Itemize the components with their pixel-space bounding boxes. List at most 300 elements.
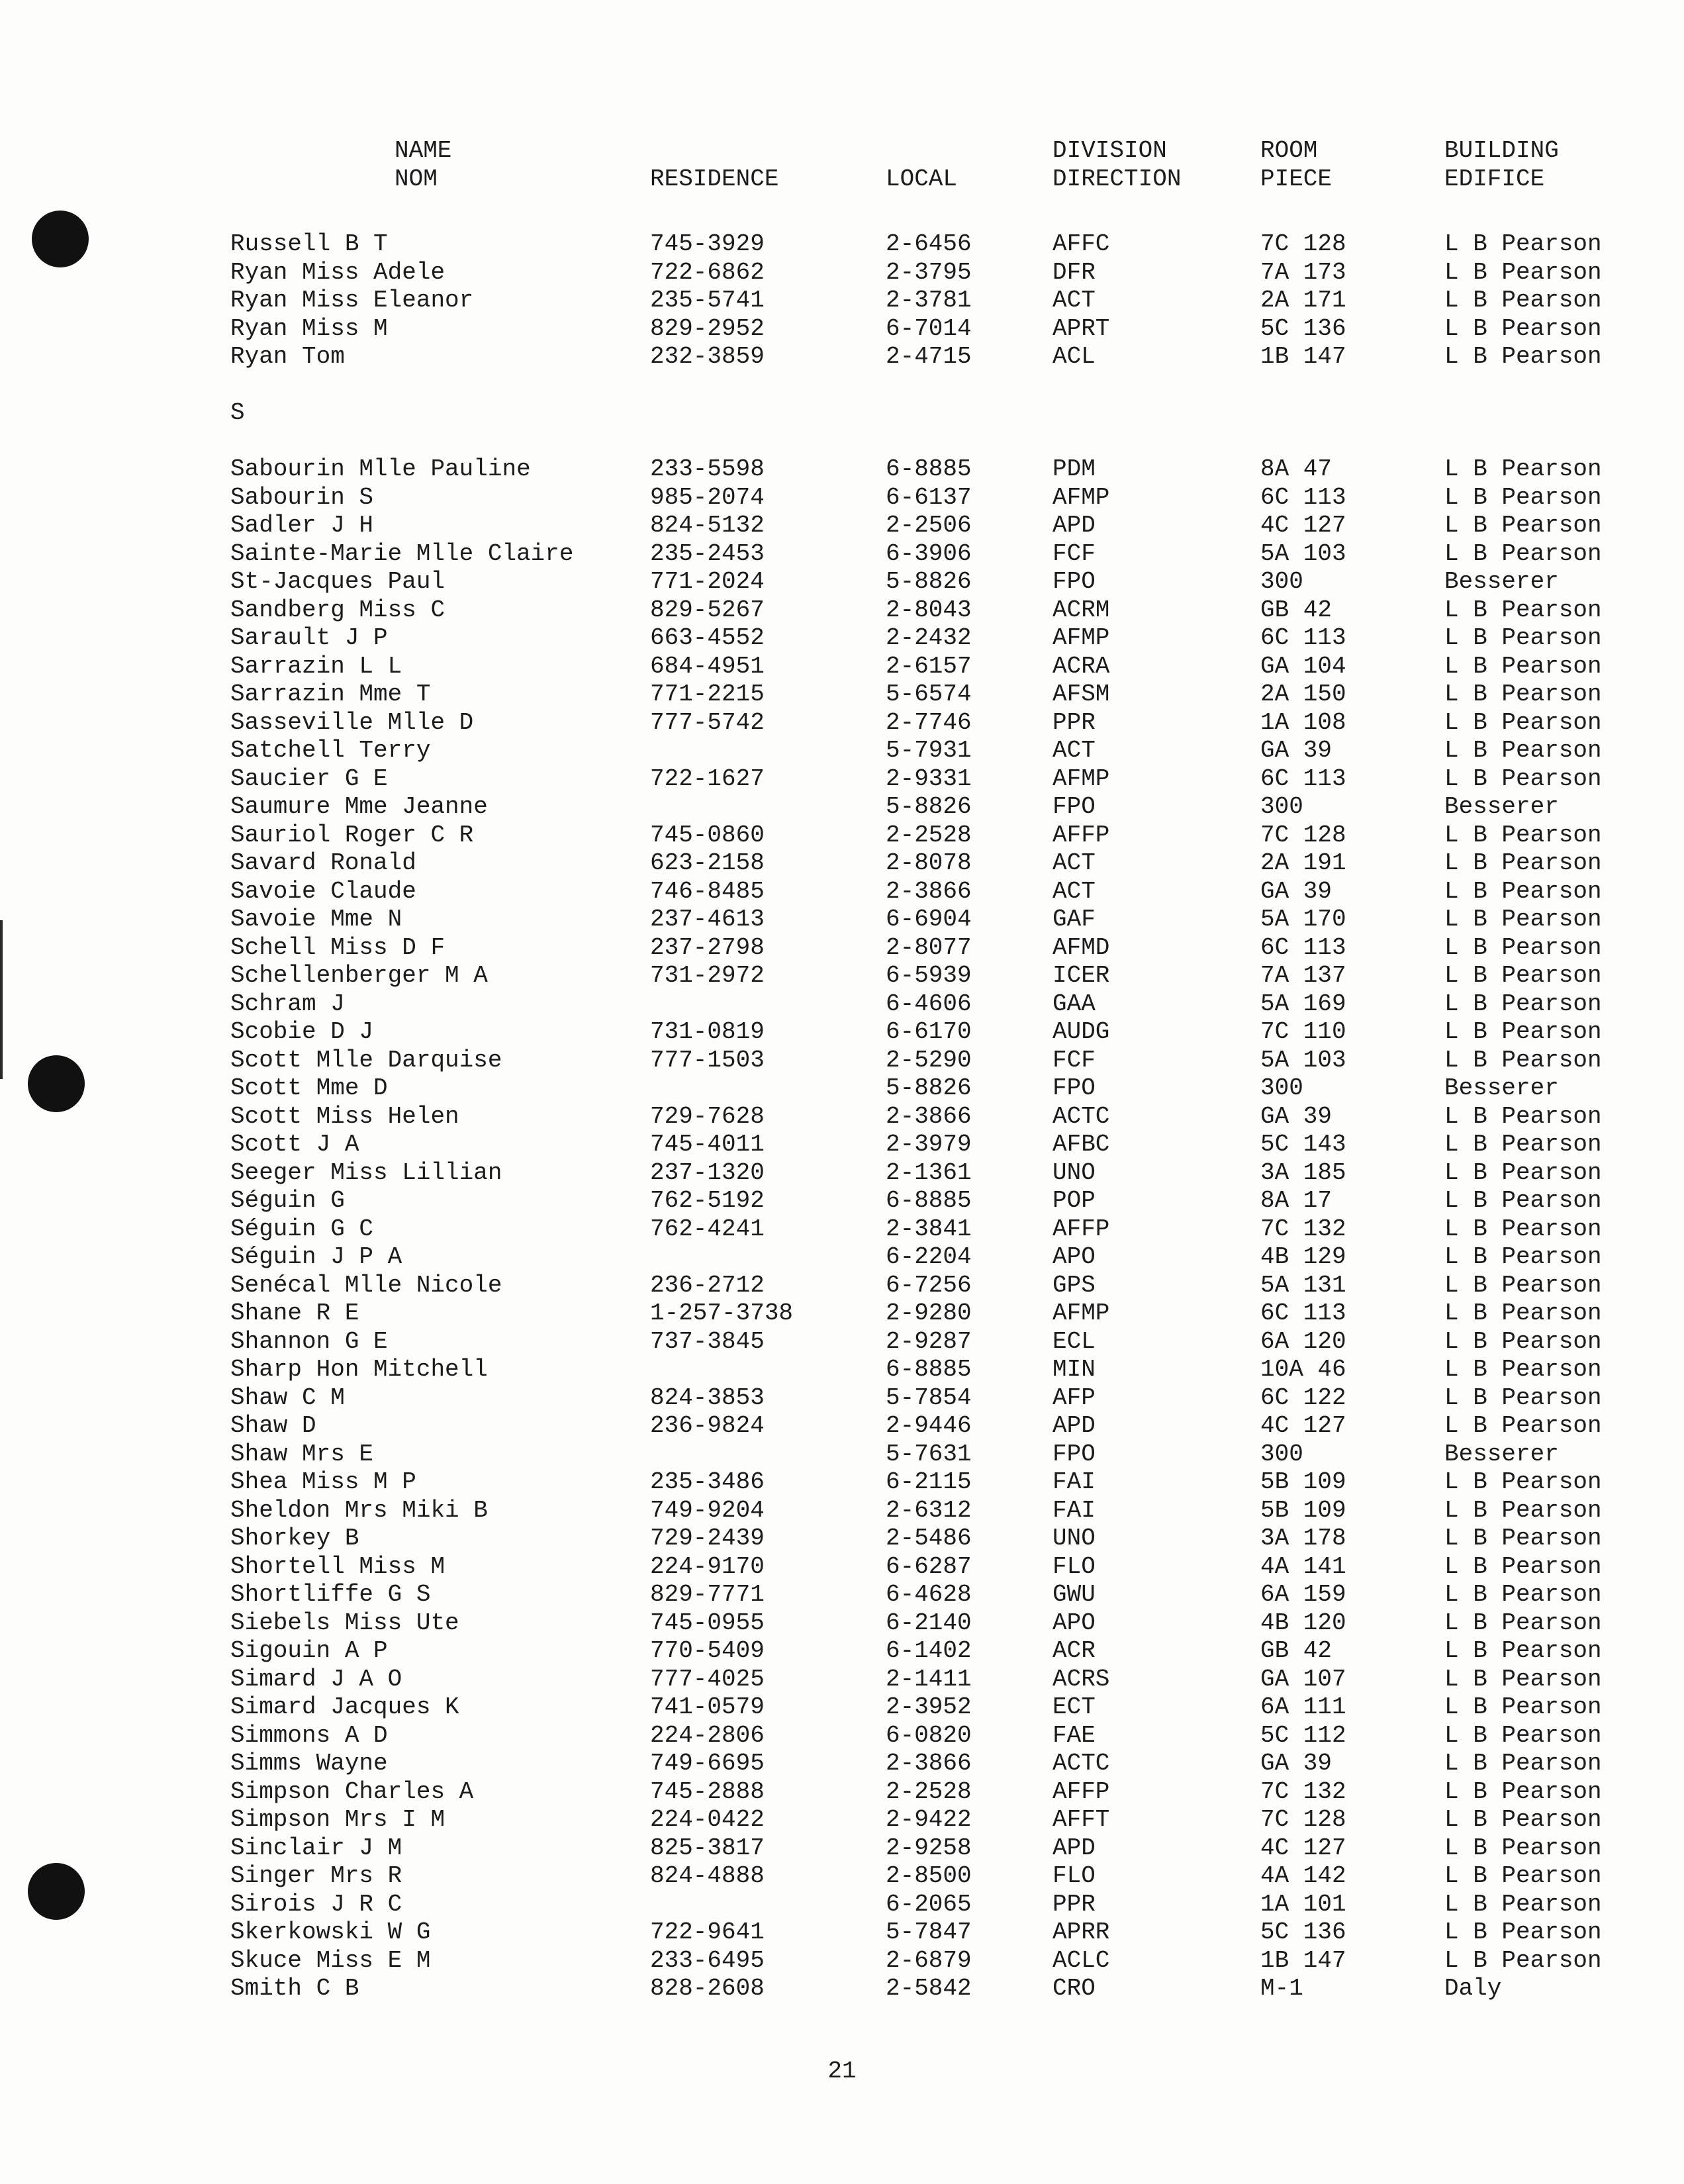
cell-local: 6-7256	[886, 1271, 972, 1299]
table-row	[230, 765, 1607, 794]
cell-name: Smith C B	[230, 1975, 359, 2002]
cell-division: AFBC	[1052, 1131, 1110, 1158]
cell-building: L B Pearson	[1444, 1693, 1602, 1721]
cell-room: 5C 143	[1260, 1131, 1346, 1158]
cell-division: ACRA	[1052, 652, 1110, 680]
cell-residence: 729-7628	[650, 1102, 765, 1130]
cell-building: L B Pearson	[1444, 1159, 1602, 1186]
cell-name: St-Jacques Paul	[230, 568, 445, 595]
cell-division: UNO	[1052, 1159, 1096, 1186]
cell-division: GWU	[1052, 1581, 1096, 1608]
cell-residence: 731-2972	[650, 962, 765, 989]
header-name: NAME NOM	[395, 137, 452, 193]
table-row	[230, 540, 1607, 569]
cell-building: L B Pearson	[1444, 512, 1602, 539]
cell-name: Sarrazin L L	[230, 652, 402, 680]
cell-building: L B Pearson	[1444, 1581, 1602, 1608]
cell-residence: 731-0819	[650, 1018, 765, 1045]
page-number: 21	[827, 2058, 857, 2085]
cell-room: 7C 132	[1260, 1215, 1346, 1243]
cell-name: Siebels Miss Ute	[230, 1609, 459, 1637]
cell-name: Saucier G E	[230, 765, 388, 792]
table-row	[230, 1947, 1607, 1975]
cell-residence: 235-2453	[650, 540, 765, 567]
cell-residence: 745-0860	[650, 821, 765, 849]
cell-local: 6-2115	[886, 1468, 972, 1496]
cell-division: ACL	[1052, 343, 1096, 370]
table-row	[230, 1215, 1607, 1244]
cell-building: L B Pearson	[1444, 455, 1602, 483]
cell-name: Sirois J R C	[230, 1890, 402, 1918]
punch-hole-middle	[28, 1055, 85, 1112]
cell-name: Ryan Miss Eleanor	[230, 287, 474, 314]
cell-room: 2A 171	[1260, 287, 1346, 314]
cell-division: AFFT	[1052, 1806, 1110, 1833]
table-row	[230, 568, 1607, 596]
cell-room: 7C 128	[1260, 821, 1346, 849]
cell-building: Besserer	[1444, 1440, 1559, 1468]
cell-local: 2-6879	[886, 1946, 972, 1974]
table-row	[230, 259, 1607, 287]
cell-room: 7A 173	[1260, 258, 1346, 286]
cell-residence: 235-5741	[650, 287, 765, 314]
cell-room: 4A 142	[1260, 1862, 1346, 1889]
cell-name: Sainte-Marie Mlle Claire	[230, 540, 574, 567]
cell-residence: 224-2806	[650, 1721, 765, 1749]
cell-division: AFMP	[1052, 483, 1110, 511]
table-row	[230, 653, 1607, 681]
cell-room: 5A 131	[1260, 1271, 1346, 1299]
cell-name: Sandberg Miss C	[230, 596, 445, 624]
cell-building: L B Pearson	[1444, 906, 1602, 933]
cell-building: L B Pearson	[1444, 1609, 1602, 1637]
cell-division: ACLC	[1052, 1946, 1110, 1974]
cell-room: 300	[1260, 568, 1303, 595]
cell-building: L B Pearson	[1444, 1356, 1602, 1383]
cell-division: GAF	[1052, 906, 1096, 933]
table-row	[230, 1862, 1607, 1891]
cell-residence: 1-257-3738	[650, 1300, 794, 1327]
table-row	[230, 512, 1607, 540]
cell-room: 5C 136	[1260, 314, 1346, 342]
cell-residence: 770-5409	[650, 1637, 765, 1664]
cell-division: FAI	[1052, 1468, 1096, 1496]
cell-division: APO	[1052, 1243, 1096, 1270]
cell-room: 5B 109	[1260, 1496, 1346, 1524]
cell-residence: 237-4613	[650, 906, 765, 933]
cell-building: L B Pearson	[1444, 1665, 1602, 1693]
scan-edge-mark	[0, 920, 3, 1079]
cell-division: APRR	[1052, 1919, 1110, 1946]
table-row	[230, 990, 1607, 1019]
punch-hole-top	[32, 211, 89, 267]
cell-local: 2-2432	[886, 624, 972, 651]
cell-local: 6-1402	[886, 1637, 972, 1664]
cell-local: 5-8826	[886, 793, 972, 820]
table-row	[230, 1637, 1607, 1666]
cell-local: 2-3866	[886, 1102, 972, 1130]
cell-division: ACT	[1052, 287, 1096, 314]
cell-division: APO	[1052, 1609, 1096, 1637]
cell-local: 6-7014	[886, 314, 972, 342]
cell-division: AFSM	[1052, 681, 1110, 708]
cell-room: 4C 127	[1260, 1412, 1346, 1439]
cell-name: Séguin G	[230, 1187, 345, 1214]
table-row	[230, 1074, 1607, 1103]
cell-building: L B Pearson	[1444, 1187, 1602, 1214]
cell-local: 6-3906	[886, 540, 972, 567]
cell-residence: 985-2074	[650, 483, 765, 511]
cell-room: 4B 120	[1260, 1609, 1346, 1637]
cell-name: Sinclair J M	[230, 1834, 402, 1862]
cell-division: POP	[1052, 1187, 1096, 1214]
cell-division: GPS	[1052, 1271, 1096, 1299]
table-row	[230, 1581, 1607, 1609]
cell-building: L B Pearson	[1444, 1102, 1602, 1130]
cell-name: Schram J	[230, 990, 345, 1018]
table-row	[230, 315, 1607, 344]
cell-room: 6C 113	[1260, 1300, 1346, 1327]
cell-local: 6-8885	[886, 1356, 972, 1383]
cell-residence: 746-8485	[650, 877, 765, 905]
cell-building: L B Pearson	[1444, 765, 1602, 792]
cell-building: L B Pearson	[1444, 314, 1602, 342]
cell-room: 6C 113	[1260, 933, 1346, 961]
cell-room: 6C 113	[1260, 765, 1346, 792]
cell-division: FPO	[1052, 568, 1096, 595]
cell-name: Simmons A D	[230, 1721, 388, 1749]
cell-building: L B Pearson	[1444, 1552, 1602, 1580]
cell-residence: 224-9170	[650, 1552, 765, 1580]
table-row	[230, 1778, 1607, 1807]
cell-local: 2-5842	[886, 1975, 972, 2002]
cell-local: 2-3952	[886, 1693, 972, 1721]
cell-division: FLO	[1052, 1862, 1096, 1889]
cell-name: Shannon G E	[230, 1327, 388, 1355]
cell-building: Besserer	[1444, 1074, 1559, 1102]
cell-residence: 762-5192	[650, 1187, 765, 1214]
cell-residence: 745-3929	[650, 230, 765, 258]
cell-room: GA 39	[1260, 1750, 1333, 1777]
cell-building: L B Pearson	[1444, 1919, 1602, 1946]
cell-division: FPO	[1052, 1074, 1096, 1102]
cell-name: Savoie Mme N	[230, 906, 402, 933]
cell-name: Sarrazin Mme T	[230, 681, 431, 708]
table-row	[230, 822, 1607, 850]
cell-name: Savoie Claude	[230, 877, 416, 905]
cell-residence: 233-5598	[650, 455, 765, 483]
cell-building: L B Pearson	[1444, 962, 1602, 989]
cell-room: 1B 147	[1260, 1946, 1346, 1974]
cell-room: 1A 101	[1260, 1890, 1346, 1918]
cell-local: 5-8826	[886, 568, 972, 595]
cell-residence: 237-2798	[650, 933, 765, 961]
header-local: LOCAL	[886, 166, 958, 193]
cell-building: L B Pearson	[1444, 1384, 1602, 1411]
cell-local: 5-7931	[886, 737, 972, 764]
cell-local: 6-5939	[886, 962, 972, 989]
cell-division: AFMP	[1052, 624, 1110, 651]
cell-local: 5-8826	[886, 1074, 972, 1102]
cell-room: 300	[1260, 1440, 1303, 1468]
cell-name: Simpson Mrs I M	[230, 1806, 445, 1833]
group-s-rows	[230, 455, 1607, 2003]
cell-room: 5A 103	[1260, 540, 1346, 567]
cell-local: 2-2528	[886, 821, 972, 849]
cell-division: GAA	[1052, 990, 1096, 1018]
cell-local: 6-6287	[886, 1552, 972, 1580]
section-letter: S	[230, 399, 245, 426]
directory-table	[230, 136, 1607, 2003]
cell-residence: 232-3859	[650, 343, 765, 370]
cell-name: Savard Ronald	[230, 849, 416, 877]
cell-division: DFR	[1052, 258, 1096, 286]
cell-room: GA 39	[1260, 1102, 1333, 1130]
cell-room: 7C 128	[1260, 1806, 1346, 1833]
cell-room: 6A 120	[1260, 1327, 1346, 1355]
table-row	[230, 596, 1607, 625]
cell-local: 2-5486	[886, 1525, 972, 1552]
cell-division: APD	[1052, 1834, 1096, 1862]
table-row	[230, 1722, 1607, 1750]
cell-division: PPR	[1052, 708, 1096, 736]
cell-local: 2-9258	[886, 1834, 972, 1862]
cell-local: 6-0820	[886, 1721, 972, 1749]
cell-local: 2-9331	[886, 765, 972, 792]
cell-residence: 623-2158	[650, 849, 765, 877]
cell-local: 5-6574	[886, 681, 972, 708]
cell-room: 3A 185	[1260, 1159, 1346, 1186]
cell-division: AFMP	[1052, 1300, 1110, 1327]
cell-name: Shane R E	[230, 1300, 359, 1327]
cell-room: 6A 111	[1260, 1693, 1346, 1721]
cell-building: L B Pearson	[1444, 1243, 1602, 1270]
table-row	[230, 1272, 1607, 1300]
cell-building: L B Pearson	[1444, 624, 1602, 651]
cell-local: 6-2065	[886, 1890, 972, 1918]
cell-name: Scott Mlle Darquise	[230, 1046, 502, 1074]
table-row	[230, 793, 1607, 822]
cell-building: L B Pearson	[1444, 1468, 1602, 1496]
cell-local: 2-3866	[886, 1750, 972, 1777]
cell-residence: 722-1627	[650, 765, 765, 792]
cell-building: L B Pearson	[1444, 1327, 1602, 1355]
table-row	[230, 287, 1607, 315]
table-row	[230, 709, 1607, 737]
cell-name: Scott Miss Helen	[230, 1102, 459, 1130]
table-row	[230, 681, 1607, 709]
cell-name: Seeger Miss Lillian	[230, 1159, 502, 1186]
cell-name: Sarault J P	[230, 624, 388, 651]
cell-building: L B Pearson	[1444, 933, 1602, 961]
cell-building: L B Pearson	[1444, 1778, 1602, 1805]
cell-name: Sasseville Mlle D	[230, 708, 474, 736]
cell-building: L B Pearson	[1444, 1131, 1602, 1158]
table-row	[230, 1018, 1607, 1047]
table-row	[230, 1693, 1607, 1722]
cell-room: 8A 47	[1260, 455, 1333, 483]
cell-room: GA 107	[1260, 1665, 1346, 1693]
cell-division: FPO	[1052, 793, 1096, 820]
cell-division: AFFC	[1052, 230, 1110, 258]
cell-division: ACTC	[1052, 1750, 1110, 1777]
cell-name: Shaw Mrs E	[230, 1440, 374, 1468]
cell-local: 2-2506	[886, 512, 972, 539]
table-row	[230, 484, 1607, 512]
cell-room: 7A 137	[1260, 962, 1346, 989]
cell-name: Saumure Mme Jeanne	[230, 793, 488, 820]
cell-local: 2-8500	[886, 1862, 972, 1889]
cell-residence: 829-5267	[650, 596, 765, 624]
table-row	[230, 1441, 1607, 1469]
cell-division: CRO	[1052, 1975, 1096, 2002]
cell-residence: 745-0955	[650, 1609, 765, 1637]
cell-local: 2-9287	[886, 1327, 972, 1355]
cell-division: AUDG	[1052, 1018, 1110, 1045]
cell-room: 6A 159	[1260, 1581, 1346, 1608]
cell-name: Schell Miss D F	[230, 933, 445, 961]
cell-room: 6C 113	[1260, 483, 1346, 511]
table-row	[230, 624, 1607, 653]
table-row	[230, 962, 1607, 990]
cell-local: 2-7746	[886, 708, 972, 736]
cell-name: Shortliffe G S	[230, 1581, 431, 1608]
cell-local: 6-8885	[886, 455, 972, 483]
table-row	[230, 1159, 1607, 1188]
cell-name: Ryan Miss Adele	[230, 258, 445, 286]
cell-building: L B Pearson	[1444, 1215, 1602, 1243]
cell-name: Ryan Tom	[230, 343, 345, 370]
cell-division: FPO	[1052, 1440, 1096, 1468]
table-row	[230, 1806, 1607, 1834]
cell-room: 2A 150	[1260, 681, 1346, 708]
cell-building: L B Pearson	[1444, 343, 1602, 370]
cell-division: FAE	[1052, 1721, 1096, 1749]
table-row	[230, 1919, 1607, 1947]
cell-building: L B Pearson	[1444, 1721, 1602, 1749]
cell-name: Scobie D J	[230, 1018, 374, 1045]
cell-residence: 777-4025	[650, 1665, 765, 1693]
cell-local: 2-8043	[886, 596, 972, 624]
table-row	[230, 1553, 1607, 1582]
cell-building: L B Pearson	[1444, 652, 1602, 680]
cell-building: Besserer	[1444, 568, 1559, 595]
cell-local: 5-7854	[886, 1384, 972, 1411]
cell-residence: 749-6695	[650, 1750, 765, 1777]
cell-residence: 663-4552	[650, 624, 765, 651]
cell-division: AFMD	[1052, 933, 1110, 961]
cell-building: L B Pearson	[1444, 681, 1602, 708]
cell-local: 6-4628	[886, 1581, 972, 1608]
cell-room: 6C 113	[1260, 624, 1346, 651]
cell-name: Sharp Hon Mitchell	[230, 1356, 488, 1383]
cell-residence: 722-6862	[650, 258, 765, 286]
cell-division: FAI	[1052, 1496, 1096, 1524]
cell-name: Scott J A	[230, 1131, 359, 1158]
cell-name: Singer Mrs R	[230, 1862, 402, 1889]
cell-local: 2-6456	[886, 230, 972, 258]
table-row	[230, 230, 1607, 259]
cell-division: PDM	[1052, 455, 1096, 483]
cell-building: L B Pearson	[1444, 596, 1602, 624]
cell-division: ECL	[1052, 1327, 1096, 1355]
cell-local: 2-1361	[886, 1159, 972, 1186]
table-row	[230, 455, 1607, 484]
cell-room: 5B 109	[1260, 1468, 1346, 1496]
cell-room: 4C 127	[1260, 512, 1346, 539]
header-division: DIVISION DIRECTION	[1052, 137, 1182, 193]
table-row	[230, 1356, 1607, 1384]
cell-division: ACR	[1052, 1637, 1096, 1664]
cell-residence: 236-9824	[650, 1412, 765, 1439]
cell-room: GB 42	[1260, 596, 1333, 624]
cell-residence: 684-4951	[650, 652, 765, 680]
cell-residence: 777-5742	[650, 708, 765, 736]
cell-local: 2-6312	[886, 1496, 972, 1524]
cell-local: 2-3795	[886, 258, 972, 286]
cell-residence: 824-4888	[650, 1862, 765, 1889]
cell-local: 2-3866	[886, 877, 972, 905]
cell-local: 6-6137	[886, 483, 972, 511]
cell-name: Sigouin A P	[230, 1637, 388, 1664]
table-row	[230, 1497, 1607, 1525]
cell-room: 4B 129	[1260, 1243, 1346, 1270]
table-row	[230, 343, 1607, 371]
cell-building: Daly	[1444, 1975, 1502, 2002]
cell-local: 2-3841	[886, 1215, 972, 1243]
cell-local: 5-7847	[886, 1919, 972, 1946]
cell-room: 300	[1260, 793, 1303, 820]
cell-residence: 824-3853	[650, 1384, 765, 1411]
cell-division: ACRS	[1052, 1665, 1110, 1693]
cell-room: 7C 128	[1260, 230, 1346, 258]
cell-room: 6C 122	[1260, 1384, 1346, 1411]
table-row	[230, 1975, 1607, 2003]
header-room: ROOM PIECE	[1260, 137, 1333, 193]
cell-division: APD	[1052, 1412, 1096, 1439]
cell-name: Shaw D	[230, 1412, 316, 1439]
cell-room: 1B 147	[1260, 343, 1346, 370]
table-row	[230, 1525, 1607, 1553]
cell-building: L B Pearson	[1444, 1018, 1602, 1045]
cell-building: L B Pearson	[1444, 1046, 1602, 1074]
cell-building: L B Pearson	[1444, 483, 1602, 511]
table-row	[230, 1750, 1607, 1778]
table-row	[230, 934, 1607, 963]
cell-division: APRT	[1052, 314, 1110, 342]
cell-local: 2-3781	[886, 287, 972, 314]
cell-name: Sabourin Mlle Pauline	[230, 455, 531, 483]
cell-division: ICER	[1052, 962, 1110, 989]
cell-local: 6-8885	[886, 1187, 972, 1214]
table-row	[230, 1131, 1607, 1159]
cell-residence: 224-0422	[650, 1806, 765, 1833]
cell-building: L B Pearson	[1444, 849, 1602, 877]
cell-room: 1A 108	[1260, 708, 1346, 736]
cell-building: L B Pearson	[1444, 821, 1602, 849]
table-row	[230, 878, 1607, 906]
cell-local: 2-9422	[886, 1806, 972, 1833]
cell-room: 300	[1260, 1074, 1303, 1102]
cell-local: 6-6904	[886, 906, 972, 933]
cell-residence: 749-9204	[650, 1496, 765, 1524]
group-r-rows	[230, 230, 1607, 371]
cell-division: ACRM	[1052, 596, 1110, 624]
cell-room: M-1	[1260, 1975, 1303, 2002]
cell-room: GB 42	[1260, 1637, 1333, 1664]
cell-residence: 729-2439	[650, 1525, 765, 1552]
cell-building: L B Pearson	[1444, 230, 1602, 258]
